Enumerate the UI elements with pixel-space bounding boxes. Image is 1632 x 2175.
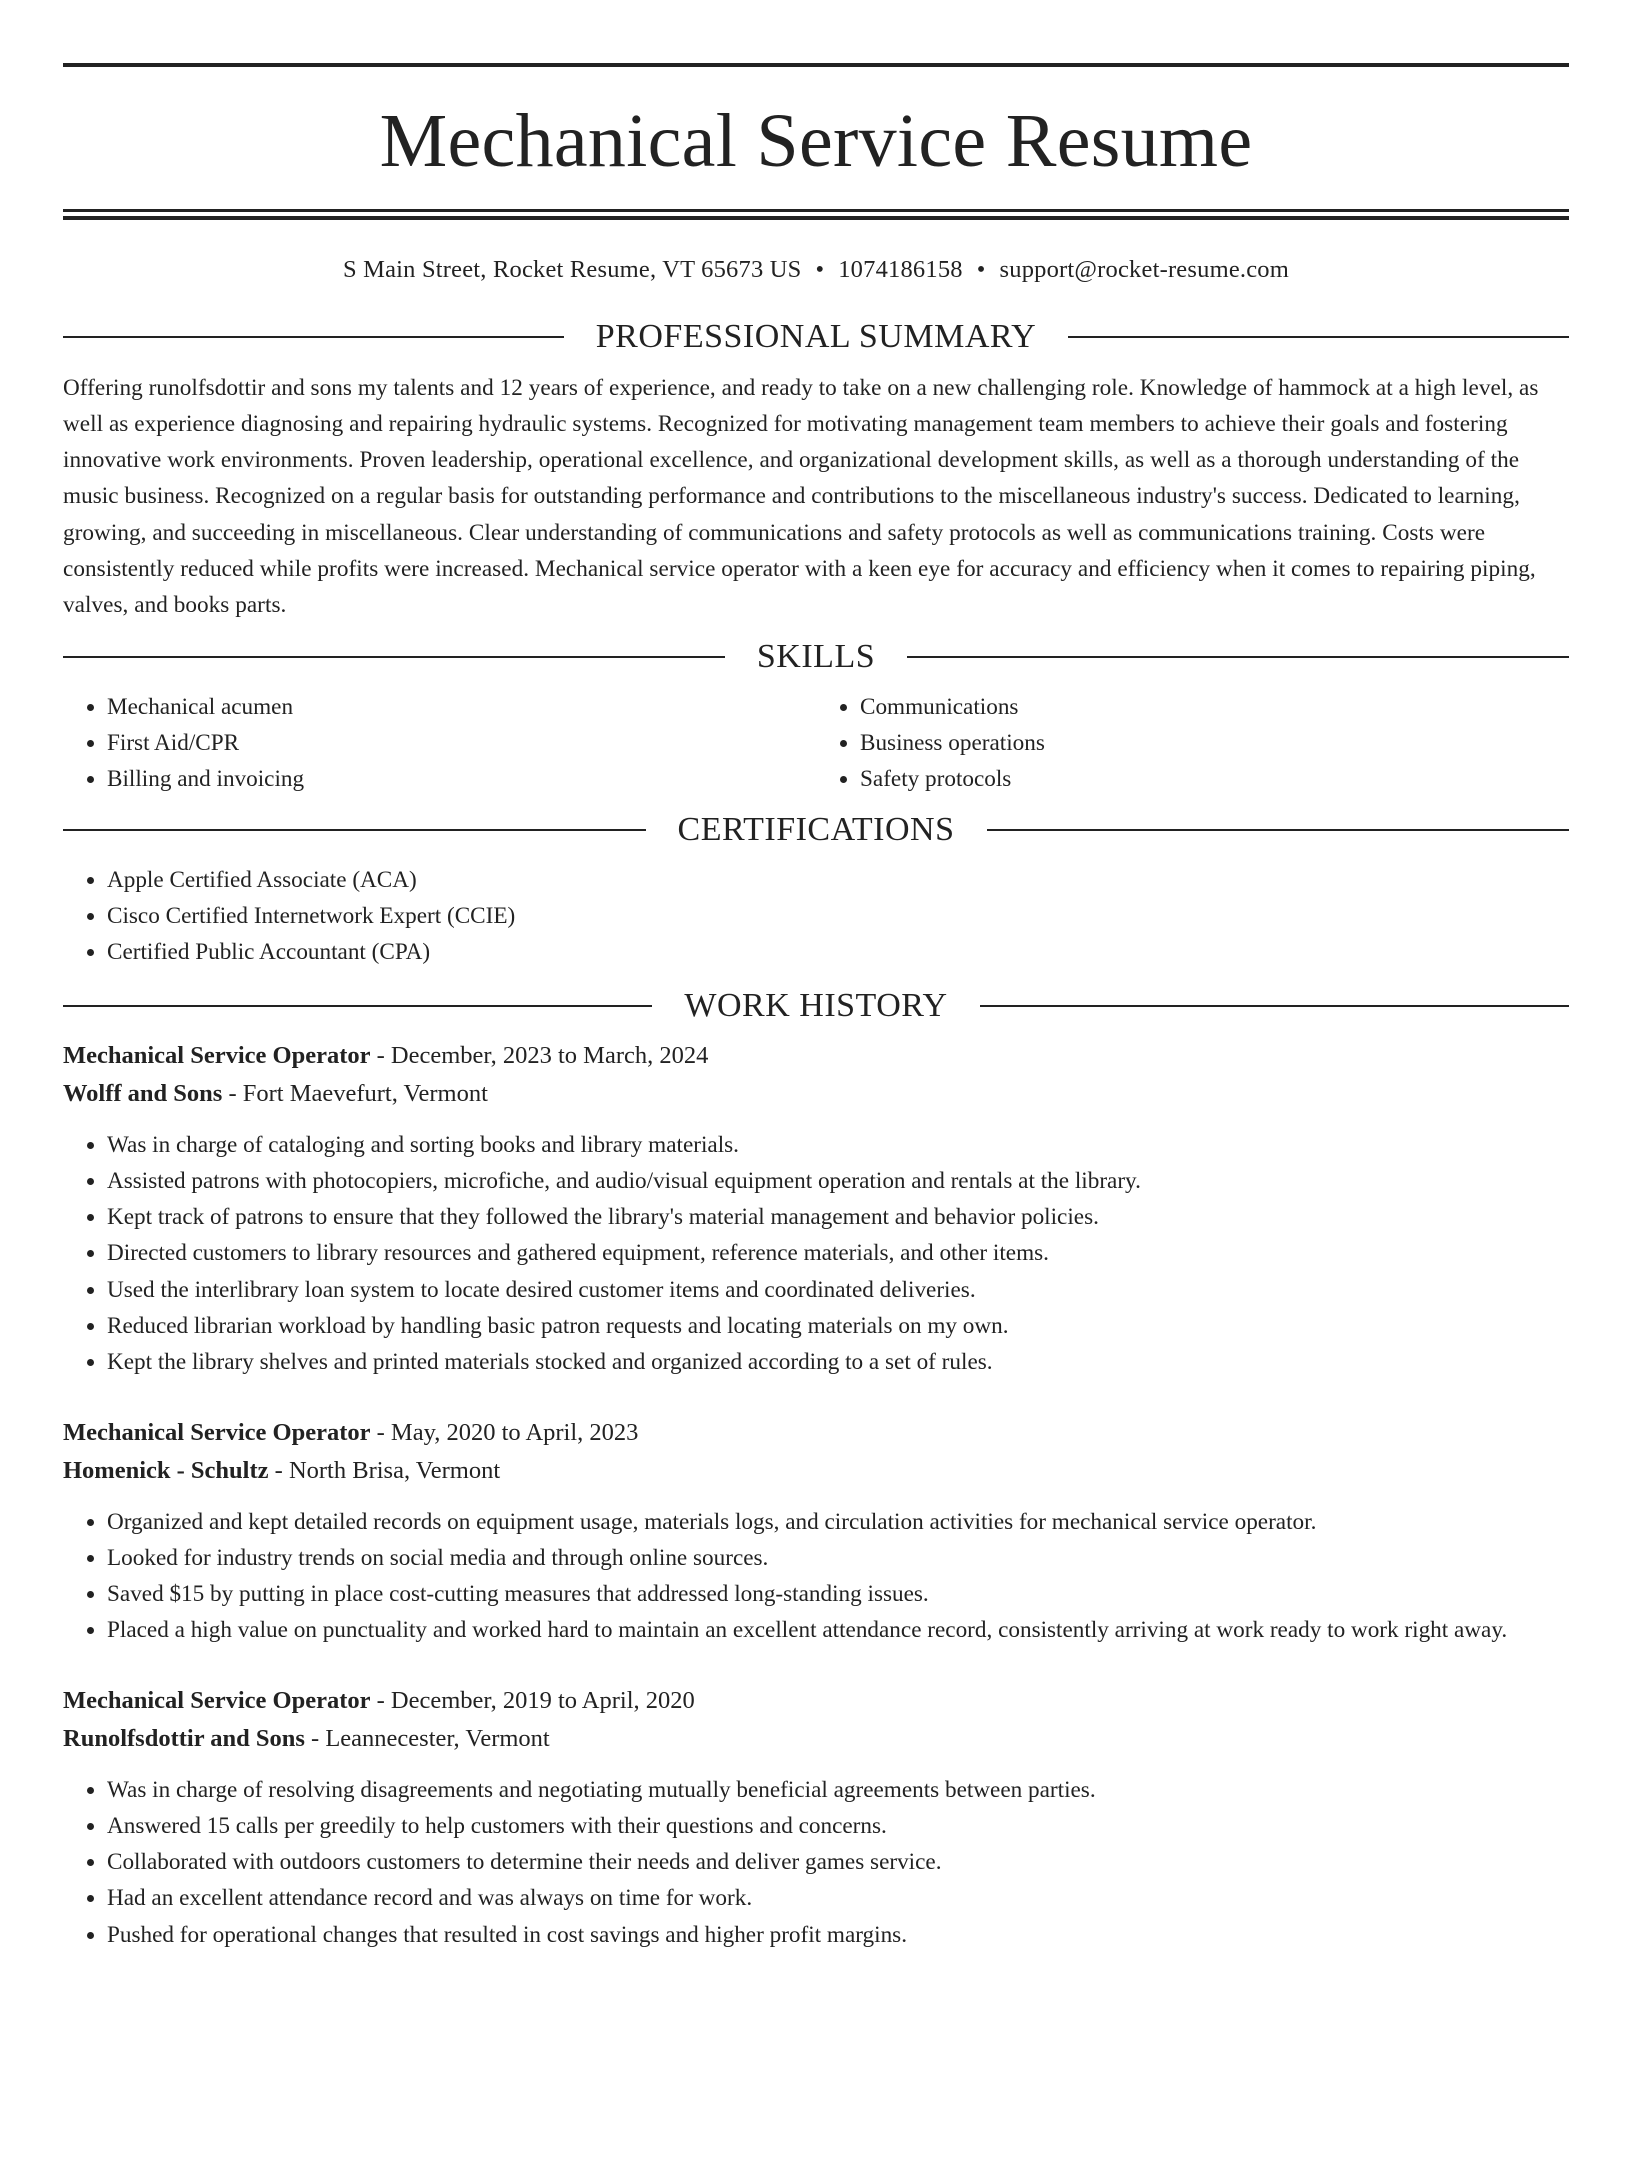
contact-address: S Main Street, Rocket Resume, VT 65673 US — [342, 256, 802, 283]
job-bullet: • Was in charge of cataloging and sorting books and library materials. — [107, 1127, 1569, 1163]
heading-rule-right — [1068, 336, 1569, 338]
skills-column-left — [63, 689, 816, 797]
job-location: - Leannecester, Vermont — [304, 1725, 550, 1753]
contact-email: support@rocket-resume.com — [999, 256, 1290, 283]
job-title: Mechanical Service Operator — [63, 1418, 371, 1446]
header-double-rule — [63, 209, 1569, 220]
job-location: - Fort Maevefurt, Vermont — [222, 1080, 488, 1108]
skills-heading — [63, 637, 1569, 675]
contact-phone: 1074186158 — [838, 256, 963, 283]
job-location: - North Brisa, Vermont — [268, 1456, 501, 1484]
skill-item: • First Aid/CPR — [107, 725, 816, 761]
header-top-rule — [63, 63, 1569, 67]
job-bullet: • Saved $15 by putting in place cost-cutting measures that addressed long-standing issues. — [107, 1576, 1569, 1612]
job-bullet: • Collaborated with outdoors customers to determine their needs and deliver games service. — [107, 1844, 1569, 1880]
heading-rule-left — [63, 336, 564, 338]
certification-item: • Cisco Certified Internetwork Expert (CCIE) — [107, 898, 1569, 934]
job-company-line — [63, 1075, 1569, 1113]
heading-rule-left — [63, 656, 725, 658]
heading-rule-right — [987, 829, 1570, 831]
job-bullet: • Had an excellent attendance record and was always on time for work. — [107, 1880, 1569, 1916]
job-company: Wolff and Sons — [63, 1080, 223, 1108]
skills-list — [63, 689, 1569, 797]
job-bullet: • Looked for industry trends on social media and through online sources. — [107, 1540, 1569, 1576]
skill-item: • Mechanical acumen — [107, 689, 816, 725]
job-bullet: • Directed customers to library resources and gathered equipment, reference materials, and other items. — [107, 1235, 1569, 1271]
job-bullets — [63, 1772, 1569, 1952]
job-dates: - December, 2019 to April, 2020 — [370, 1687, 695, 1715]
summary-heading-text: PROFESSIONAL SUMMARY — [595, 317, 1037, 355]
skills-heading-text: SKILLS — [756, 637, 876, 675]
job-bullet: • Placed a high value on punctuality and worked hard to maintain an excellent attendance record, consistently arriving at work ready to work right away. — [107, 1612, 1569, 1648]
summary-heading — [63, 317, 1569, 355]
job-bullet: • Was in charge of resolving disagreements and negotiating mutually beneficial agreements between parties. — [107, 1772, 1569, 1808]
skills-column-right — [816, 689, 1569, 797]
heading-rule-right — [980, 1005, 1569, 1007]
resume-title: Mechanical Service Resume — [379, 99, 1253, 183]
job-entry — [63, 1037, 1569, 1380]
job-bullet: • Answered 15 calls per greedily to help customers with their questions and concerns. — [107, 1808, 1569, 1844]
job-bullet: • Assisted patrons with photocopiers, microfiche, and audio/visual equipment operation and rentals at the library. — [107, 1163, 1569, 1199]
job-bullet: • Reduced librarian workload by handling basic patron requests and locating materials on my own. — [107, 1308, 1569, 1344]
job-company-line — [63, 1452, 1569, 1490]
job-bullets — [63, 1127, 1569, 1380]
job-dates: - May, 2020 to April, 2023 — [370, 1418, 639, 1446]
job-bullet: • Kept track of patrons to ensure that they followed the library's material management and behavior policies. — [107, 1199, 1569, 1235]
job-bullet: • Pushed for operational changes that resulted in cost savings and higher profit margins. — [107, 1917, 1569, 1953]
job-dates: - December, 2023 to March, 2024 — [370, 1042, 709, 1070]
skill-item: • Business operations — [860, 725, 1569, 761]
work-history-heading — [63, 989, 1569, 1023]
job-bullet: • Used the interlibrary loan system to locate desired customer items and coordinated deliveries. — [107, 1272, 1569, 1308]
summary-paragraph: Offering runolfsdottir and sons my talents and 12 years of experience, and ready to take on a new challenging role. Knowledge of hammock at a high level, as well as experience diagnosing and repairing hydraulic systems. Recognized for motivating management team members to achieve their goals and fostering innovative work environments. Proven leadership, operational excellence, and organizational development skills, as well as a thorough understanding of the music business. Recognized on a regular basis for outstanding performance and contributions to the miscellaneous industry's success. Dedicated to learning, growing, and succeeding in miscellaneous. Clear understanding of communications and safety protocols as well as communications training. Costs were consistently reduced while profits were increased. Mechanical service operator with a keen eye for accuracy and efficiency when it comes to repairing piping, valves, and books parts. — [63, 374, 1539, 619]
heading-rule-left — [63, 1005, 652, 1007]
job-company: Runolfsdottir and Sons — [63, 1725, 305, 1753]
job-title-line — [63, 1414, 1569, 1452]
certification-item: • Apple Certified Associate (ACA) — [107, 862, 1569, 898]
certifications-heading — [63, 810, 1569, 848]
resume-page — [0, 63, 1632, 2175]
job-bullets — [63, 1504, 1569, 1648]
certifications-heading-text: CERTIFICATIONS — [677, 810, 955, 848]
job-entry — [63, 1414, 1569, 1648]
work-history-heading-text: WORK HISTORY — [684, 987, 948, 1025]
job-bullet: • Organized and kept detailed records on equipment usage, materials logs, and circulation activities for mechanical service operator. — [107, 1504, 1569, 1540]
skill-item: • Safety protocols — [860, 761, 1569, 797]
certifications-list — [63, 862, 1569, 970]
job-company: Homenick - Schultz — [63, 1456, 269, 1484]
job-bullet: • Kept the library shelves and printed materials stocked and organized according to a set of rules. — [107, 1344, 1569, 1380]
contact-separator: • — [815, 256, 825, 283]
job-title-line — [63, 1682, 1569, 1720]
heading-rule-right — [907, 656, 1569, 658]
skill-item: • Communications — [860, 689, 1569, 725]
job-title: Mechanical Service Operator — [63, 1042, 371, 1070]
job-entry — [63, 1682, 1569, 1952]
job-company-line — [63, 1720, 1569, 1758]
certification-item: • Certified Public Accountant (CPA) — [107, 934, 1569, 970]
skill-item: • Billing and invoicing — [107, 761, 816, 797]
heading-rule-left — [63, 829, 646, 831]
job-title: Mechanical Service Operator — [63, 1687, 371, 1715]
job-title-line — [63, 1037, 1569, 1075]
contact-line — [63, 258, 1569, 283]
contact-separator: • — [976, 256, 986, 283]
